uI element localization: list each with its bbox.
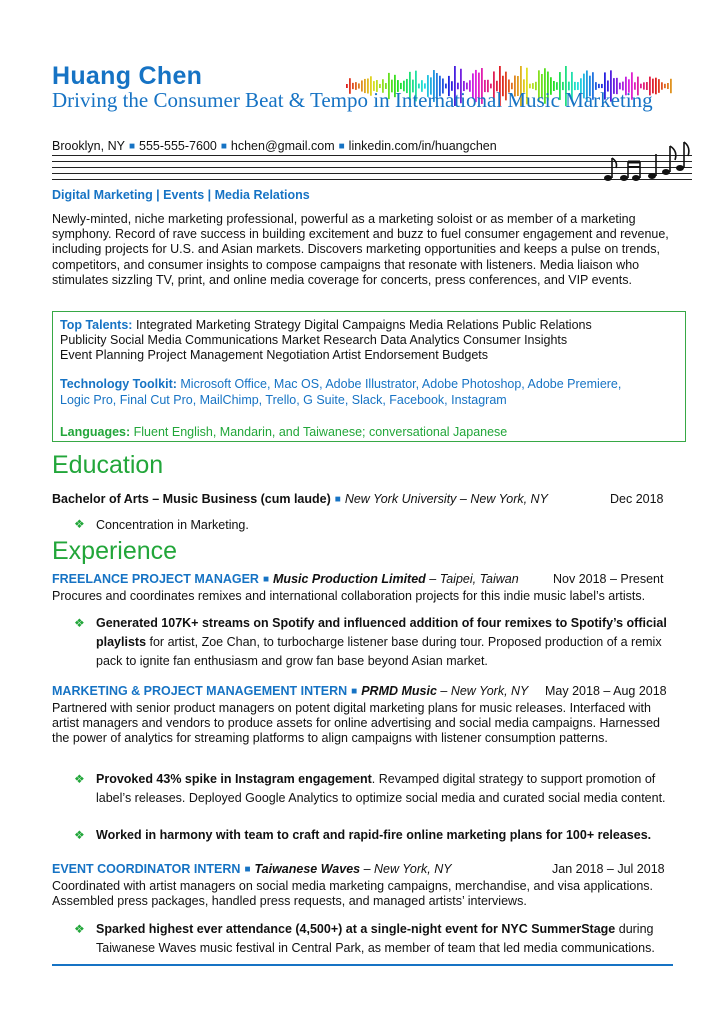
education-date: Dec 2018 <box>610 492 664 506</box>
languages-label: Languages: <box>60 425 131 439</box>
job-bullet <box>96 826 676 845</box>
job-location: – New York, NY <box>363 862 452 876</box>
job-bullet <box>96 770 676 808</box>
job-header <box>52 684 528 699</box>
talents-label: Top Talents: <box>60 318 133 332</box>
contact-location: Brooklyn, NY <box>52 139 125 153</box>
diamond-cluster-icon: ❖ <box>74 616 85 630</box>
talents-line-3: Event Planning Project Management Negotiation Artist Endorsement Budgets <box>60 348 489 362</box>
bullet-highlight: Worked in harmony with team to craft and rapid-fire online marketing plans for 100+ releases. <box>96 828 652 842</box>
career-focus: Digital Marketing | Events | Media Relations <box>52 188 310 202</box>
contact-email[interactable]: hchen@gmail.com <box>230 139 335 153</box>
contact-linkedin[interactable]: linkedin.com/in/huangchen <box>348 139 497 153</box>
diamond-cluster-icon: ❖ <box>74 828 85 842</box>
school: New York University – New York, NY <box>344 492 548 506</box>
job-header <box>52 862 452 877</box>
contact-line <box>52 139 497 153</box>
talents-line-2: Publicity Social Media Communications Market Research Data Analytics Consumer Insights <box>60 333 568 347</box>
job-location: – Taipei, Taiwan <box>429 572 519 586</box>
diamond-cluster-icon: ❖ <box>74 922 85 936</box>
job-title: EVENT COORDINATOR INTERN <box>52 862 241 876</box>
talents-text: Integrated Marketing Strategy Digital Campaigns Media Relations Public Relations <box>135 318 592 332</box>
music-staff-lines <box>52 153 692 183</box>
summary-paragraph: Newly-minted, niche marketing professional, powerful as a marketing soloist or as member of a marketing symphony. Record of rave success in building excitement and buzz to fuel consumer engagement and revenue, including projects for U.S. and Asian markets. Discovers marketing opportunities and keeps a pulse on trends, competitors, and consumer insights to compose campaigns that resonate with listeners. Media liaison who stimulates sizzling TV, print, and online media coverage for concerts, press conferences, and VIP events. <box>52 212 669 287</box>
bottom-divider <box>52 964 673 966</box>
talents-line-1 <box>60 318 680 333</box>
square-icon: ■ <box>334 494 341 505</box>
education-bullet: Concentration in Marketing. <box>96 518 249 532</box>
bullet-highlight: Generated 107K+ streams on Spotify and influenced addition of four remixes to Spotify’s official playlists <box>96 616 667 649</box>
bullet-text: . Revamped digital strategy to support promotion of label’s releases. Deployed Google Analytics to optimize social media and curated social media content. <box>96 772 666 805</box>
tech-text: Microsoft Office, Mac OS, Adobe Illustrator, Adobe Photoshop, Adobe Premiere, <box>180 377 622 391</box>
square-icon: ■ <box>338 141 345 152</box>
tech-line-2: Logic Pro, Final Cut Pro, MailChimp, Trello, G Suite, Slack, Facebook, Instagram <box>60 393 507 407</box>
candidate-name: Huang Chen <box>52 62 203 90</box>
job-header <box>52 572 519 587</box>
bullet-highlight: Sparked highest ever attendance (4,500+) at a single-night event for NYC SummerStage <box>96 922 616 936</box>
square-icon: ■ <box>244 864 251 875</box>
tech-line-1 <box>60 377 680 392</box>
job-location: – New York, NY <box>440 684 529 698</box>
diamond-cluster-icon: ❖ <box>74 772 85 786</box>
bullet-text: during Taiwanese Waves music festival in Central Park, as member of team that led media communications. <box>96 922 655 955</box>
degree: Bachelor of Arts – Music Business (cum laude) <box>52 492 331 506</box>
education-entry <box>52 492 548 507</box>
bullet-text: for artist, Zoe Chan, to turbocharge listener base during tour. Proposed production of a remix pack to ignite fan enthusiasm and grow fan base beyond Asian market. <box>96 635 662 668</box>
company: Music Production Limited <box>273 572 426 586</box>
company: PRMD Music <box>361 684 437 698</box>
job-description: Coordinated with artist managers on social media marketing campaigns, merchandise, and visa applications. Assembled press packages, handled press requests, and managed artists’ interviews. <box>52 879 654 909</box>
tech-label: Technology Toolkit: <box>60 377 177 391</box>
experience-heading: Experience <box>52 537 178 565</box>
diamond-cluster-icon: ❖ <box>74 517 85 531</box>
company: Taiwanese Waves <box>254 862 361 876</box>
languages-text: Fluent English, Mandarin, and Taiwanese; conversational Japanese <box>133 425 508 439</box>
square-icon: ■ <box>262 574 270 585</box>
job-title: MARKETING & PROJECT MANAGEMENT INTERN <box>52 684 348 698</box>
music-notes-icon <box>600 138 690 186</box>
job-description: Procures and coordinates remixes and international collaboration projects for this indie music label’s artists. <box>52 589 646 603</box>
square-icon: ■ <box>128 141 135 152</box>
job-bullet <box>96 614 676 671</box>
job-description: Partnered with senior product managers on potent digital marketing plans for music releases. Interfaced with artist managers and vendors to produce assets for online advertising and social media campaigns. Harnessed the power of analytics for streaming platforms to align campaigns with listener consumption patterns. <box>52 701 660 746</box>
job-dates: May 2018 – Aug 2018 <box>545 684 667 698</box>
contact-phone[interactable]: 555-555-7600 <box>139 139 217 153</box>
headline-tagline: Driving the Consumer Beat & Tempo in International Music Marketing <box>52 88 653 112</box>
job-bullet <box>96 920 676 958</box>
job-title: FREELANCE PROJECT MANAGER <box>52 572 259 586</box>
languages-line <box>60 425 680 440</box>
square-icon: ■ <box>351 686 358 697</box>
bullet-highlight: Provoked 43% spike in Instagram engagement <box>96 772 372 786</box>
square-icon: ■ <box>220 141 227 152</box>
job-dates: Jan 2018 – Jul 2018 <box>552 862 665 876</box>
job-dates: Nov 2018 – Present <box>553 572 664 586</box>
education-heading: Education <box>52 451 164 479</box>
